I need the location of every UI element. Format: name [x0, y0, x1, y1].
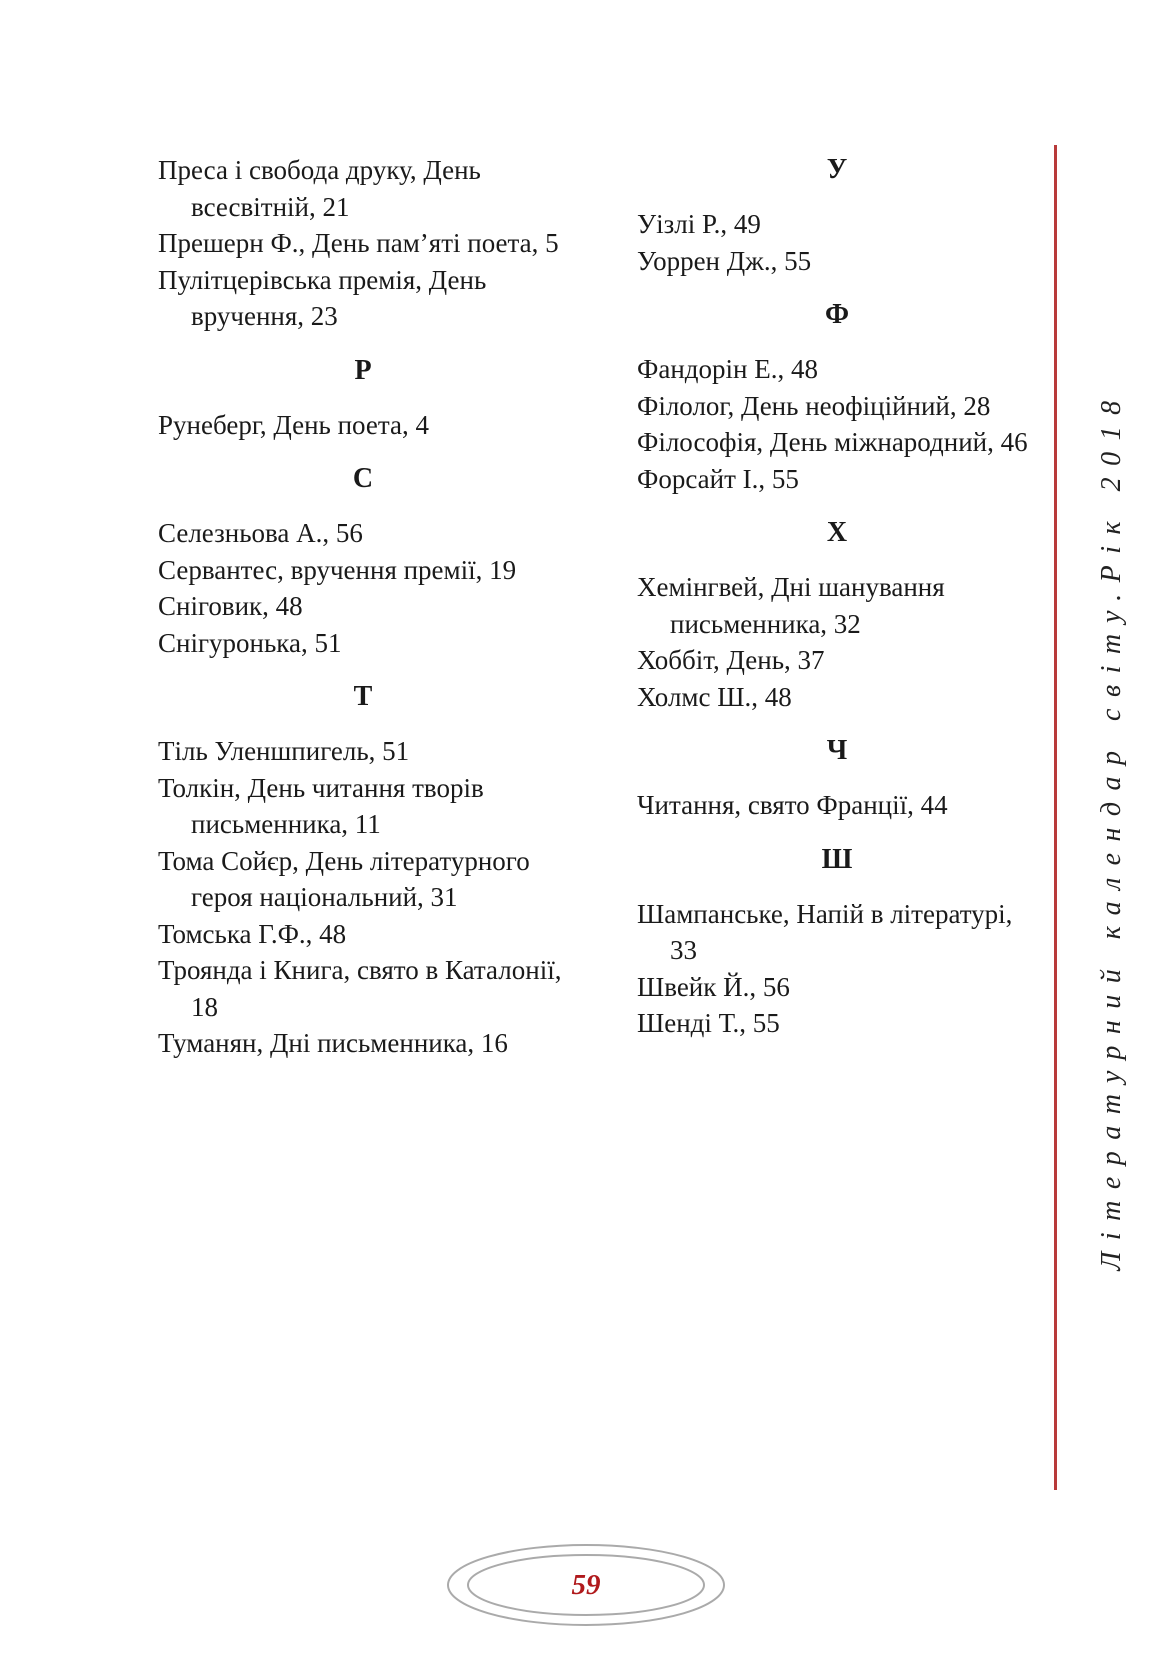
- index-entry: Пулітцерівська премія, День вручення, 23: [158, 264, 487, 331]
- index-entry: Тома Сойєр, День літературного героя національний, 31: [158, 845, 530, 912]
- index-entry: Преса і свобода друку, День всесвітній, 21: [158, 155, 481, 222]
- section-letter: Ч: [826, 735, 848, 766]
- sidebar-rule: [1054, 145, 1057, 1490]
- section-letter: Х: [826, 517, 848, 548]
- index-entry: Шенді Т., 55: [637, 1008, 780, 1038]
- index-entry: Хоббіт, День, 37: [637, 645, 825, 675]
- index-entry: Снігуронька, 51: [158, 627, 342, 658]
- index-right-column: [637, 152, 1037, 1042]
- index-left-column: [158, 152, 568, 1062]
- index-entry: Толкін, День читання творів письменника, 11: [158, 772, 484, 839]
- index-entry: Швейк Й., 56: [637, 971, 790, 1002]
- index-entry: Холмс Ш., 48: [637, 681, 792, 712]
- index-entry: Троянда і Книга, свято в Каталонії, 18: [158, 955, 562, 1022]
- section-letter: Ш: [821, 843, 853, 875]
- index-entry: Тіль Уленшпигель, 51: [158, 736, 410, 766]
- index-entry: Томська Г.Ф., 48: [158, 918, 347, 949]
- section-letter: Р: [354, 354, 372, 386]
- index-entry: Філолог, День неофіційний, 28: [637, 390, 991, 421]
- index-entry: Хемінгвей, Дні шанування письменника, 32: [637, 572, 945, 639]
- index-entry: Уоррен Дж., 55: [637, 245, 812, 276]
- running-title: Літературний календар світу.Рік 2018: [1096, 389, 1127, 1271]
- index-entry: Сніговик, 48: [158, 591, 303, 621]
- index-entry: Селезньова А., 56: [158, 518, 363, 548]
- index-entry: Шампанське, Напій в літературі, 33: [637, 898, 1013, 965]
- section-letter: Ф: [824, 299, 850, 330]
- page-number: 59: [571, 1569, 601, 1601]
- index-entry: Прешерн Ф., День пам’яті поета, 5: [158, 228, 559, 258]
- index-entry: Рунеберг, День поета, 4: [158, 409, 429, 440]
- index-entry: Форсайт І., 55: [637, 463, 799, 494]
- index-entry: Уізлі Р., 49: [637, 209, 761, 239]
- section-letter: С: [352, 463, 374, 494]
- index-entry: Фандорін Е., 48: [637, 354, 818, 384]
- index-entry: Туманян, Дні письменника, 16: [158, 1028, 508, 1058]
- index-entry: Читання, свято Франції, 44: [637, 790, 948, 820]
- index-entry: Філософія, День міжнародний, 46: [637, 427, 1028, 457]
- section-letter: У: [826, 154, 848, 185]
- page-number-badge: [445, 1542, 727, 1628]
- section-letter: Т: [353, 681, 373, 712]
- index-entry: Сервантес, вручення премії, 19: [158, 554, 517, 585]
